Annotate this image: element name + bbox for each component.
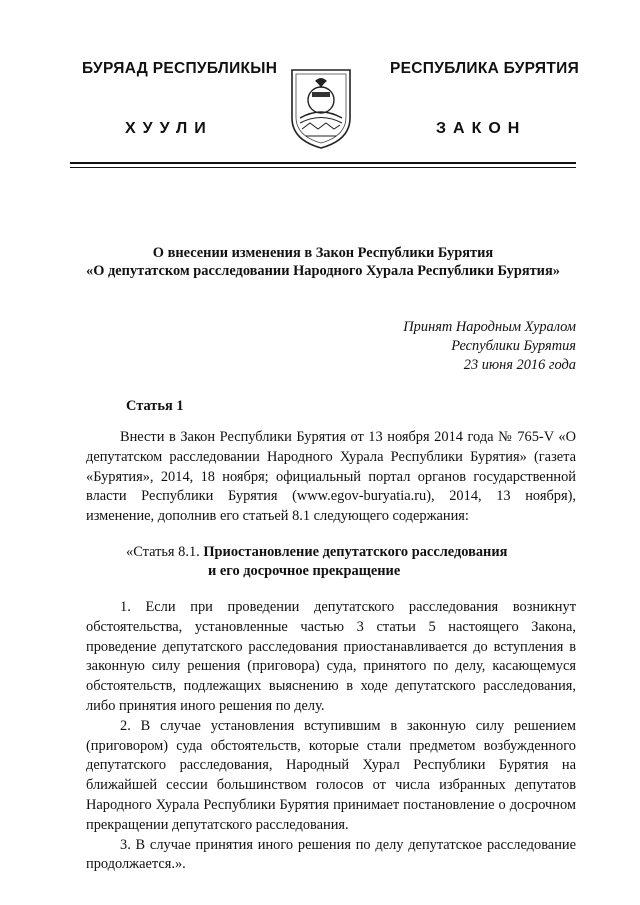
- article-8-1-paragraph-1: 1. Если при проведении депутатского расследования возникнут обстоятельства, установленные частью 3 статьи 5 настоящего Закона, проведение депутатского расследования приостанавливается до вступления в законную силу решения (приговора) суда, принятого по делу, касающемуся обстоятельств, подлежащих выяснению в ходе депутатского расследования, либо принятия иного решения по делу.: [86, 599, 576, 714]
- coat-of-arms-emblem: [288, 66, 354, 150]
- header-rule-thin: [70, 167, 576, 168]
- article-1-heading: Статья 1: [126, 398, 184, 414]
- law-title-line2: «О депутатском расследовании Народного Хурала Республики Бурятия»: [86, 263, 560, 279]
- adoption-line2: Республики Бурятия: [451, 338, 576, 354]
- article-8-1-body: [86, 598, 576, 875]
- article-8-1-prefix: «Статья 8.1.: [126, 544, 200, 560]
- article-8-1-paragraph-3: 3. В случае принятия иного решения по делу депутатское расследование продолжается.».: [86, 836, 576, 873]
- adoption-line1: Принят Народным Хуралом: [403, 319, 576, 335]
- article-1-text: Внести в Закон Республики Бурятия от 13 ноября 2014 года № 765-V «О депутатском расследовании Народного Хурала Республики Бурятия» (газета «Бурятия», 2014, 18 ноября; официальный портал органов государственной власти Республики Бурятия (www.egov-buryatia.ru), 2014, 13 ноября), изменение, дополнив его статьей 8.1 следующего содержания:: [86, 429, 576, 525]
- adoption-note: [403, 318, 576, 375]
- header-right-bottom: ЗАКОН: [436, 120, 527, 137]
- article-8-1-title-line1: Приостановление депутатского расследования: [203, 544, 508, 560]
- article-1-body: [86, 428, 576, 527]
- header-right-top: РЕСПУБЛИКА БУРЯТИЯ: [390, 60, 580, 77]
- law-title-line1: О внесении изменения в Закон Республики Бурятия: [152, 245, 494, 261]
- article-8-1-title-line2: и его досрочное прекращение: [208, 563, 401, 579]
- article-8-1-paragraph-2: 2. В случае установления вступившим в законную силу решением (приговором) суда обстоятельств, которые стали предметом возбужденного депутатского расследования, Народный Хурал Республики Бурятия на ближайшей сессии большинством голосов от числа избранных депутатов Народного Хурала Республики Бурятия принимает постановление о досрочном прекращении депутатского расследования.: [86, 717, 576, 833]
- adoption-date: 23 июня 2016 года: [463, 357, 576, 373]
- header-rule-thick: [70, 162, 576, 164]
- header-left-bottom: ХУУЛИ: [125, 120, 213, 137]
- header-left-top: БУРЯАД РЕСПУБЛИКЫН: [82, 60, 278, 77]
- article-8-1-heading: [126, 543, 507, 581]
- law-title: [70, 244, 576, 280]
